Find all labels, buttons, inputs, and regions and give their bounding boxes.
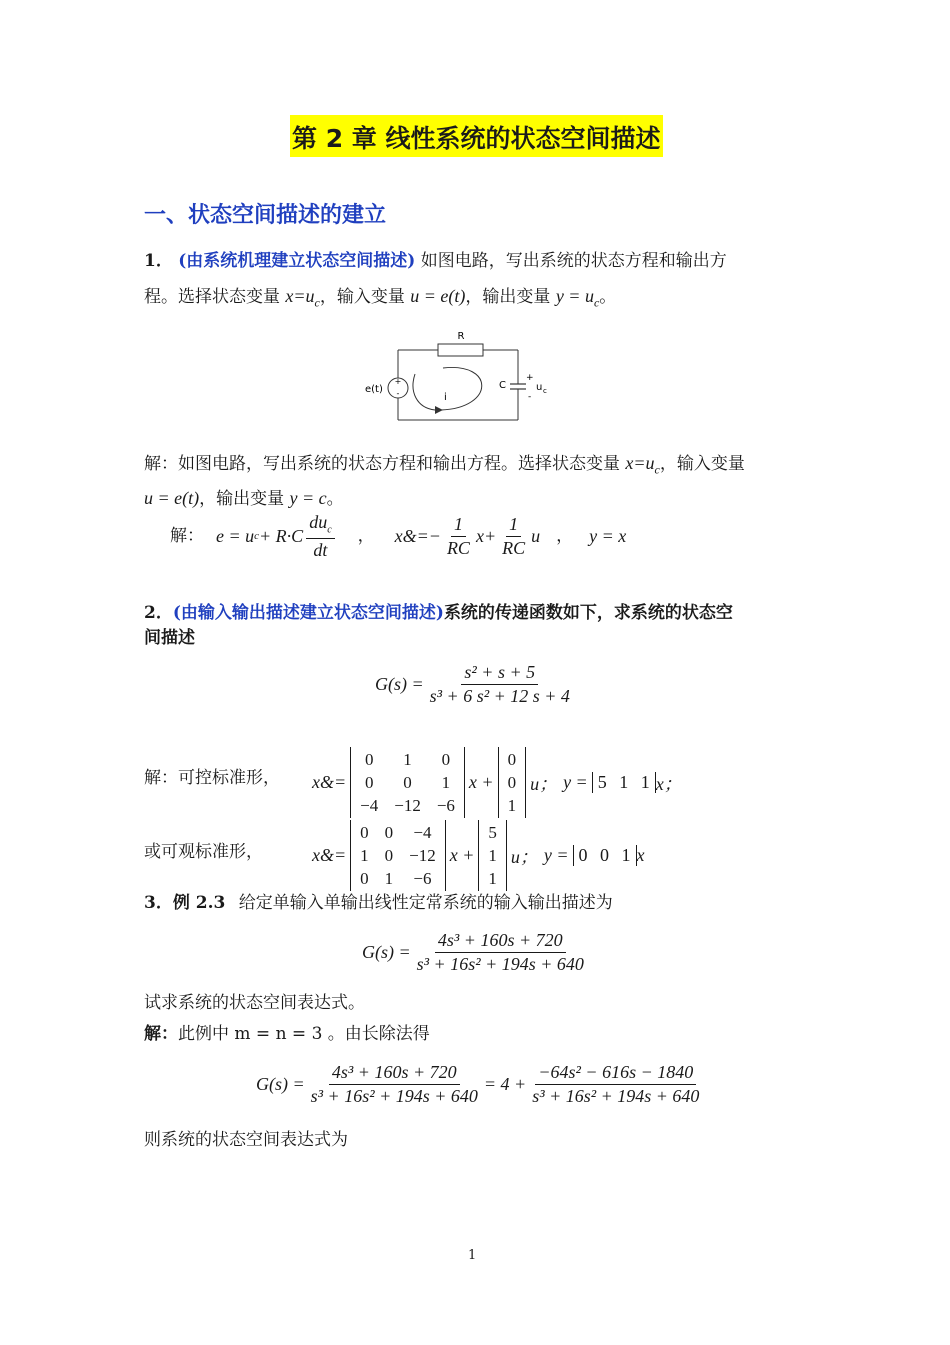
q3-rnum: −64s² − 616s − 1840 — [535, 1062, 696, 1085]
q2-tag: (由输入输出描述建立状态空间描述) — [172, 603, 444, 623]
sol1-jie: 解： — [170, 526, 204, 547]
q3-long-division — [256, 1062, 705, 1107]
q1-text2b: ，输入变量 — [319, 287, 411, 307]
page-number: 1 — [468, 1248, 477, 1263]
sol2-u2: u； — [510, 846, 538, 867]
a1-cell: 0 — [403, 773, 412, 792]
sol1-line2 — [144, 488, 344, 510]
sol2-obs-eq — [312, 820, 645, 891]
q3-sol-line — [144, 1024, 430, 1044]
label-minus: - — [528, 392, 532, 402]
sol1-eq1b: + R·C — [259, 525, 304, 546]
sol2-xplus2: x + — [449, 845, 475, 865]
matrix-A1 — [350, 747, 465, 818]
q1-text2a: 程。选择状态变量 — [144, 287, 286, 307]
fraction-duc-dt — [306, 512, 334, 561]
resistor — [438, 344, 483, 356]
sol2-y1: y = — [563, 772, 588, 792]
sol1-u: u — [531, 525, 541, 546]
matrix-A2 — [350, 820, 446, 891]
b1-cell: 0 — [507, 773, 517, 792]
sol1-sub: c — [654, 462, 660, 477]
label-R: R — [457, 331, 465, 342]
rc-circuit-diagram — [355, 322, 555, 427]
q2-line1 — [144, 603, 733, 623]
q3-den2: s³ + 16s² + 194s + 640 — [310, 1086, 478, 1106]
q3-line1 — [144, 893, 613, 913]
sol1-eq1-sub: c — [254, 530, 260, 542]
sol2-obs-label: 或可观标准形， — [144, 842, 263, 862]
q1-sub: c — [314, 295, 320, 310]
q3-G2: G(s) = — [256, 1074, 305, 1094]
q3-rden: s³ + 16s² + 194s + 640 — [532, 1086, 700, 1106]
vector-B1 — [498, 747, 527, 818]
sol1-text1: 解：如图电路，写出系统的状态方程和输出方程。选择状态变量 — [144, 454, 626, 474]
sol2-u1: u； — [530, 773, 558, 794]
a2-cell: −6 — [413, 869, 432, 888]
q3-remainder-fraction — [529, 1062, 702, 1107]
a2-cell: 0 — [360, 869, 369, 888]
sol1-uc: c — [318, 488, 327, 508]
a1-cell: 1 — [441, 773, 451, 792]
q1-y-eq: y = u — [555, 286, 594, 306]
b1-cell: 0 — [507, 750, 517, 769]
sol2-ctrl-label: 解：可控标准形， — [144, 768, 280, 788]
q1-x-eq: x=u — [285, 286, 315, 306]
b2-cell: 5 — [488, 823, 497, 842]
q2-transfer-function — [375, 662, 576, 707]
a1-cell: 0 — [441, 750, 451, 769]
svg-text:+: + — [394, 377, 402, 386]
q1-text2c: ，输出变量 — [465, 287, 556, 307]
q1-u-eq: u = e(t) — [410, 286, 466, 306]
sol1-xplus: x+ — [475, 525, 497, 546]
a1-cell: 0 — [364, 773, 374, 792]
section-heading: 一、状态空间描述的建立 — [144, 203, 387, 228]
q3-eq-mid: = 4 + — [483, 1074, 527, 1094]
vector-C1: 5 1 1 — [592, 772, 656, 793]
sol1-comma2: ， — [556, 526, 574, 547]
q3-sol-text: 此例中 m = n = 3 。由长除法得 — [178, 1024, 430, 1044]
frac1-num: 1 — [451, 514, 466, 538]
sol1-u-eq: u = e(t) — [144, 488, 200, 508]
q3-ask: 试求系统的状态空间表达式。 — [144, 993, 365, 1013]
q1-sub2: c — [593, 295, 600, 310]
q2-text1: 系统的传递函数如下，求系统的状态空 — [443, 603, 733, 623]
sol2-ctrl-eq — [312, 747, 682, 818]
vector-B2 — [478, 820, 507, 891]
q2-G: G(s) = — [375, 674, 424, 694]
label-uc: u — [536, 382, 543, 393]
a1-cell: 1 — [403, 750, 412, 769]
frac2-den: RC — [502, 538, 526, 559]
a2-cell: −4 — [413, 823, 432, 842]
b1-cell: 1 — [507, 796, 517, 815]
sol1-line1 — [144, 453, 745, 477]
q3-transfer-function — [362, 930, 590, 975]
q2-number: 2． — [144, 603, 173, 623]
a2-cell: 0 — [360, 823, 369, 842]
a1-cell: 0 — [364, 750, 374, 769]
a2-cell: 0 — [384, 823, 394, 842]
label-uc-sub: c — [543, 387, 547, 395]
q3-final: 则系统的状态空间表达式为 — [144, 1130, 348, 1150]
fraction-1-rc-b — [499, 514, 528, 560]
q3-fraction — [414, 930, 587, 975]
fraction-1-rc-a — [444, 514, 473, 560]
sol1-comma1: ， — [357, 526, 375, 547]
a2-cell: −12 — [409, 846, 436, 865]
q3-den: s³ + 16s² + 194s + 640 — [416, 954, 584, 974]
q3-number: 3．例 2.3 — [144, 893, 226, 913]
q1-line1 — [144, 251, 727, 271]
q1-tag: (由系统机理建立状态空间描述) — [178, 251, 416, 271]
sol2-xdot2: x&= — [312, 845, 347, 865]
label-i: i — [444, 392, 447, 403]
sol1-text1b: ，输入变量 — [659, 454, 745, 474]
sol1-end: 。 — [326, 489, 344, 509]
label-C: C — [499, 380, 506, 391]
frac2-num: 1 — [506, 514, 521, 538]
sol1-x-eq: x=u — [625, 453, 655, 473]
sol1-xdot: x&=− — [394, 525, 441, 546]
q2-num: s² + s + 5 — [461, 662, 538, 685]
sol2-xend1: x； — [655, 773, 682, 794]
sol1-yx: y = x — [589, 525, 627, 546]
q3-num: 4s³ + 160s + 720 — [435, 930, 566, 953]
label-e: e(t) — [365, 384, 383, 395]
a1-cell: −4 — [360, 796, 379, 815]
sol1-eq1: e = u — [216, 525, 255, 546]
q2-line2: 间描述 — [144, 628, 195, 648]
q1-end: 。 — [599, 287, 617, 307]
q2-fraction — [427, 662, 573, 707]
frac-dt: dt — [313, 539, 328, 560]
frac1-den: RC — [446, 538, 470, 559]
sol1-text2a: ，输出变量 — [199, 489, 290, 509]
q1-text1: 如图电路，写出系统的状态方程和输出方 — [420, 251, 727, 271]
q3-num2: 4s³ + 160s + 720 — [329, 1062, 460, 1085]
q3-sol-label: 解： — [144, 1024, 178, 1044]
frac-du: du — [309, 512, 328, 532]
a2-cell: 1 — [384, 869, 394, 888]
b2-cell: 1 — [488, 846, 497, 865]
a1-cell: −6 — [436, 796, 455, 815]
b2-cell: 1 — [488, 869, 497, 888]
q1-number: 1． — [144, 251, 173, 271]
svg-text:-: - — [396, 389, 400, 398]
sol2-xplus1: x + — [468, 772, 494, 792]
q2-den: s³ + 6 s² + 12 s + 4 — [429, 686, 570, 706]
q1-line2 — [144, 286, 616, 310]
label-plus: + — [526, 373, 534, 383]
frac-du-sub: c — [327, 524, 332, 536]
q3-text: 给定单输入单输出线性定常系统的输入输出描述为 — [238, 893, 613, 913]
q3-G: G(s) = — [362, 942, 411, 962]
sol1-equations — [170, 512, 626, 561]
a2-cell: 1 — [360, 846, 369, 865]
a1-cell: −12 — [394, 796, 421, 815]
sol2-xend2: x — [636, 845, 645, 865]
page-title: 第 2 章 线性系统的状态空间描述 — [290, 115, 663, 157]
vector-C2: 0 0 1 — [573, 845, 637, 866]
current-loop-arrow — [441, 367, 482, 410]
sol1-y-eq: y = — [289, 488, 319, 508]
sol2-xdot1: x&= — [312, 772, 347, 792]
a2-cell: 0 — [384, 846, 394, 865]
sol2-y2: y = — [543, 845, 569, 865]
q3-fraction2 — [308, 1062, 481, 1107]
